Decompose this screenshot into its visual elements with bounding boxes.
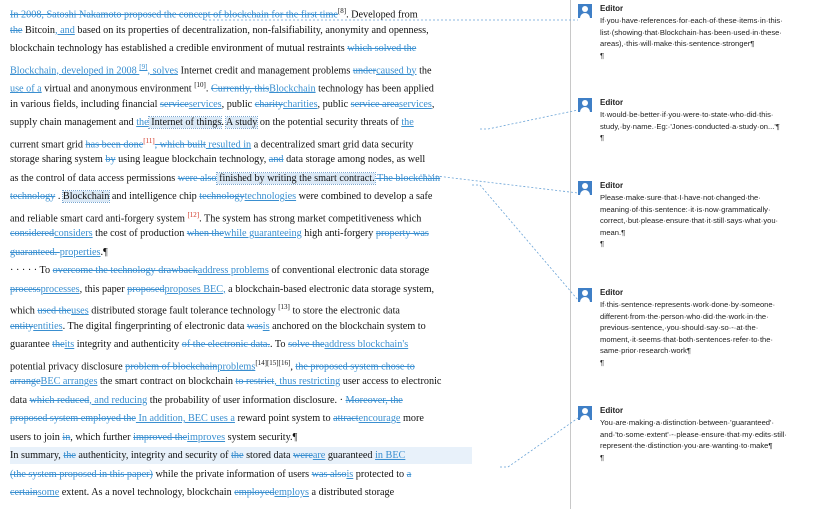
text-run: a blockchain-based electronic data storage system, bbox=[225, 283, 435, 295]
comment-line: ¶ bbox=[600, 50, 605, 60]
inserted-text: entities bbox=[33, 320, 63, 332]
deleted-text: proposed bbox=[127, 283, 165, 295]
text-run: in various fields, including financial bbox=[10, 98, 160, 110]
deleted-text: technology bbox=[10, 191, 56, 202]
inserted-text: processes bbox=[40, 283, 80, 295]
text-run: . Developed from bbox=[346, 9, 418, 21]
inserted-text: the bbox=[136, 117, 149, 128]
comment-line: moment,·it·seems·that·both·sentences·refer·to·the· bbox=[600, 334, 774, 344]
text-run: while the private information of users bbox=[152, 468, 312, 480]
text-run: supply chain management and bbox=[10, 117, 137, 128]
text-run: guarantee bbox=[10, 339, 53, 350]
comment-card[interactable] bbox=[578, 4, 822, 66]
deleted-text: (the system proposed bbox=[10, 468, 97, 480]
text-run: virtual and anonymous environment bbox=[41, 83, 195, 95]
text-run: technology has been applied bbox=[315, 83, 434, 95]
inserted-text: resulted in bbox=[205, 138, 252, 150]
inserted-text: is bbox=[346, 468, 354, 480]
deleted-text: Moreover, the bbox=[345, 394, 403, 406]
text-run: the probability of user information disclosure. · bbox=[147, 394, 346, 406]
text-run: user access to electronic bbox=[340, 376, 442, 387]
inserted-text: proposes BEC, bbox=[164, 283, 226, 295]
user-avatar-icon bbox=[578, 288, 592, 302]
deleted-text: proposed system employed the bbox=[10, 413, 136, 424]
text-run: Bitcoin bbox=[22, 24, 55, 36]
text-run: protected to bbox=[353, 468, 407, 480]
text-run: high anti-forgery bbox=[301, 228, 376, 239]
deleted-text: arrange bbox=[10, 376, 41, 387]
document-line[interactable] bbox=[10, 373, 472, 390]
deleted-text: the bbox=[63, 450, 76, 461]
document-line[interactable] bbox=[10, 170, 472, 187]
inserted-text: In addition, BEC uses a bbox=[135, 413, 235, 424]
comment-author: Editor bbox=[600, 288, 624, 297]
deleted-text: considered bbox=[10, 228, 55, 239]
margin-divider bbox=[570, 0, 571, 509]
comment-author: Editor bbox=[600, 4, 624, 13]
text-run: , public bbox=[317, 98, 351, 110]
text-run: users to join bbox=[10, 431, 63, 443]
inserted-text: address problems bbox=[197, 265, 269, 276]
deleted-text: overcome the technology drawback bbox=[52, 265, 198, 276]
text-run: In summary, bbox=[10, 450, 64, 461]
deleted-text: in this paper) bbox=[96, 468, 153, 480]
comment-line: Please·make·sure·that·I·have·not·changed·the· bbox=[600, 193, 761, 202]
document-line[interactable] bbox=[10, 336, 472, 353]
user-avatar-icon bbox=[578, 406, 592, 420]
deleted-text: used the bbox=[37, 305, 72, 317]
commented-text: A study bbox=[225, 117, 258, 128]
inserted-text: Blockchain bbox=[269, 83, 316, 95]
comment-card[interactable] bbox=[578, 98, 822, 149]
deleted-text: and bbox=[268, 154, 284, 165]
text-run: extent. As a novel technology, blockchain bbox=[59, 487, 235, 498]
comment-text bbox=[600, 299, 808, 369]
comment-line: ¶ bbox=[600, 133, 605, 143]
text-run: as the control of data access permissions bbox=[10, 172, 178, 184]
user-avatar-icon bbox=[578, 98, 592, 112]
inserted-text: is bbox=[262, 320, 270, 332]
text-run: . bbox=[55, 191, 63, 202]
text-run: , which further bbox=[70, 431, 134, 443]
comment-card[interactable] bbox=[578, 181, 822, 255]
document-line[interactable] bbox=[10, 355, 472, 375]
deleted-text: was bbox=[246, 320, 263, 332]
comment-line: ¶ bbox=[600, 357, 605, 367]
deleted-text: when the bbox=[186, 228, 224, 239]
deleted-text: by bbox=[105, 154, 116, 165]
document-line[interactable] bbox=[10, 410, 472, 427]
inserted-text: BEC arranges bbox=[40, 376, 98, 387]
text-run: . bbox=[205, 83, 211, 95]
deleted-text: In 2008, Satoshi Nakamoto proposed the concept of blockchain for the first time bbox=[10, 9, 338, 21]
text-run: system security.¶ bbox=[225, 431, 298, 443]
deleted-text: under bbox=[352, 64, 377, 76]
deleted-text: service bbox=[159, 98, 189, 110]
comment-line: previous·sentence,·you·should·say·so·-·at·the· bbox=[600, 323, 759, 333]
comment-line: study,·by·name.·Eg:·'Jones·conducted·a·study·on...'¶ bbox=[600, 121, 780, 131]
text-run: guaranteed bbox=[325, 450, 376, 461]
deleted-text: improved the bbox=[133, 431, 188, 443]
text-run: integrity and authenticity bbox=[74, 339, 182, 350]
deleted-text: problem of blockchain bbox=[125, 360, 218, 372]
text-run: current smart grid bbox=[10, 138, 86, 150]
text-run: . The digital fingerprinting of electronic data bbox=[62, 320, 247, 332]
text-run: the cost of production bbox=[92, 228, 187, 239]
text-run: · · · · · To bbox=[10, 265, 53, 276]
inserted-text: problems bbox=[217, 360, 256, 372]
text-run: data bbox=[10, 394, 30, 406]
deleted-text: entity bbox=[10, 320, 34, 332]
user-avatar-icon bbox=[578, 181, 592, 195]
text-run: storage sharing system bbox=[10, 154, 106, 165]
reference-marker: [11] bbox=[143, 136, 155, 145]
inserted-text: , and bbox=[55, 24, 75, 36]
document-line[interactable] bbox=[10, 3, 472, 23]
text-run: the bbox=[416, 64, 432, 76]
comment-author: Editor bbox=[600, 98, 624, 107]
comment-line: list·(showing·that·Blockchain·has·been·used·in·these· bbox=[600, 27, 782, 37]
inserted-text: address blockchain's bbox=[324, 339, 409, 350]
text-run: .¶ bbox=[100, 246, 108, 258]
inserted-text: caused by bbox=[376, 64, 417, 76]
comment-line: If·you·have·references·for·each·of·these·items·in·this· bbox=[600, 16, 783, 25]
text-run: data storage among nodes, as well bbox=[283, 154, 426, 165]
document-line[interactable] bbox=[10, 96, 472, 113]
document-line[interactable] bbox=[10, 318, 472, 335]
comment-text bbox=[600, 417, 808, 463]
text-run: a decentralized smart grid data security bbox=[251, 138, 414, 150]
deleted-text: Currently, this bbox=[210, 83, 270, 95]
inserted-text: while guaranteeing bbox=[223, 228, 302, 239]
deleted-text: , which built bbox=[154, 138, 206, 150]
reference-marker: [10] bbox=[194, 81, 206, 89]
inserted-text: Blockchain, developed in 2008 bbox=[10, 64, 140, 76]
document-line[interactable] bbox=[10, 40, 472, 57]
deleted-text: to restrict bbox=[235, 376, 275, 387]
inserted-text: in BEC bbox=[375, 450, 406, 461]
deleted-text: property was bbox=[375, 228, 429, 239]
document-line[interactable] bbox=[10, 429, 472, 446]
document-line[interactable] bbox=[10, 207, 472, 227]
comment-line: different·from·the·person·who·did·the·work·in·the· bbox=[600, 311, 769, 321]
document-line[interactable] bbox=[10, 447, 472, 464]
inserted-text: improves bbox=[187, 431, 226, 443]
inserted-text: considers bbox=[54, 228, 93, 239]
comment-line: represent·the·distinction·you·are·wanting·to·make¶ bbox=[600, 441, 773, 451]
text-run: of conventional electronic data storage bbox=[268, 265, 430, 276]
comment-line: ¶ bbox=[600, 452, 605, 462]
commented-text: Internet of things bbox=[148, 117, 222, 128]
deleted-text: employed bbox=[234, 487, 275, 498]
deleted-text: technology bbox=[199, 191, 245, 202]
comment-line: correct,·but·please·ensure·that·it·still·says·what·you· bbox=[600, 216, 779, 226]
deleted-text: was also bbox=[311, 468, 347, 480]
text-run: , public bbox=[221, 98, 255, 110]
document-line[interactable] bbox=[10, 262, 472, 279]
inserted-text: , thus restricting bbox=[274, 376, 341, 387]
deleted-text: the bbox=[10, 24, 23, 36]
text-run: reward point system to bbox=[234, 413, 334, 424]
comment-card[interactable] bbox=[578, 406, 822, 468]
deleted-text: which reduced bbox=[29, 394, 90, 406]
document-line[interactable] bbox=[10, 281, 472, 298]
inserted-text: , and reducing bbox=[89, 394, 148, 406]
deleted-text: a bbox=[406, 468, 412, 480]
text-run: based on its properties of decentralization, non-falsifiability, anonymity and openness, bbox=[74, 24, 429, 36]
deleted-text: the bbox=[231, 450, 244, 461]
deleted-text: solve the bbox=[288, 339, 325, 350]
text-run: . To bbox=[270, 339, 289, 350]
deleted-text: certain bbox=[10, 487, 38, 498]
deleted-text: attract bbox=[333, 413, 359, 424]
text-run: , this paper bbox=[79, 283, 128, 295]
text-run: . bbox=[221, 117, 226, 128]
comment-author: Editor bbox=[600, 181, 624, 190]
comment-text bbox=[600, 15, 808, 61]
comment-line: meaning·of·this·sentence:·it·is·now·grammatically· bbox=[600, 204, 771, 214]
text-run: were combined to develop a safe bbox=[296, 191, 433, 202]
inserted-text: , solves bbox=[147, 64, 179, 76]
text-run: a distributed storage bbox=[308, 487, 395, 498]
deleted-text: the bbox=[52, 339, 65, 350]
deleted-text: in bbox=[62, 431, 71, 443]
text-run: on the potential security threats of bbox=[257, 117, 402, 128]
deleted-text: which solved the bbox=[347, 43, 417, 54]
text-run: and intelligence chip bbox=[109, 191, 200, 202]
text-run: distributed storage fault tolerance technology bbox=[88, 305, 279, 317]
text-run: potential privacy disclosure bbox=[10, 360, 126, 372]
text-run: the smart contract on blockchain bbox=[97, 376, 236, 387]
inserted-text: services bbox=[399, 98, 432, 110]
reference-marker: [8] bbox=[337, 7, 347, 15]
text-run: , bbox=[290, 360, 296, 372]
document-line[interactable] bbox=[10, 151, 472, 168]
document-line[interactable] bbox=[10, 22, 472, 39]
document-line[interactable] bbox=[10, 225, 472, 242]
inserted-text: charities bbox=[283, 98, 318, 110]
document-line[interactable] bbox=[10, 244, 472, 261]
inserted-text: the bbox=[401, 117, 414, 128]
reference-marker: [13] bbox=[278, 303, 290, 311]
document-line[interactable] bbox=[10, 59, 472, 79]
document-line[interactable] bbox=[10, 133, 472, 153]
user-avatar-icon bbox=[578, 4, 592, 18]
document-line[interactable] bbox=[10, 188, 472, 205]
comment-text bbox=[600, 109, 808, 144]
comment-line: areas),·this·will·make·this·sentence·stronger¶ bbox=[600, 39, 755, 49]
text-run: which bbox=[10, 305, 38, 317]
commented-text: finished by writing the smart contract. bbox=[216, 172, 375, 184]
comment-line: ¶ bbox=[600, 239, 605, 249]
deleted-text: were bbox=[293, 450, 313, 461]
inserted-text: technologies bbox=[244, 191, 297, 202]
inserted-text: encourage bbox=[358, 413, 401, 424]
inserted-text: some bbox=[37, 487, 60, 498]
reference-marker: [12] bbox=[187, 210, 200, 219]
text-run: blockchain technology has established a credible environment of mutual restraints bbox=[10, 43, 348, 54]
text-run: stored data bbox=[243, 450, 294, 461]
inserted-text: use of a bbox=[10, 83, 42, 95]
document-line[interactable] bbox=[10, 466, 472, 483]
text-run: anchored on the blockchain system to bbox=[269, 320, 426, 332]
deleted-text: has been done bbox=[85, 138, 144, 150]
inserted-text: employs bbox=[274, 487, 309, 498]
comment-line: It·would·be·better·if·you·were·to·state·who·did·this· bbox=[600, 110, 774, 119]
comment-line: same·prior·research·work¶ bbox=[600, 346, 692, 356]
document-line[interactable] bbox=[10, 114, 472, 131]
inserted-text: its bbox=[64, 339, 75, 350]
deleted-text: guaranteed. bbox=[10, 246, 60, 258]
document-line[interactable] bbox=[10, 484, 472, 501]
deleted-text: of the electronic data. bbox=[181, 339, 270, 350]
text-run: . The system has strong market competitiveness which bbox=[199, 212, 422, 224]
deleted-text: The blockchain bbox=[374, 172, 441, 184]
inserted-text: properties bbox=[59, 246, 101, 258]
inserted-text: services bbox=[188, 98, 222, 110]
text-run: Internet credit and management problems bbox=[178, 64, 353, 76]
document-line[interactable] bbox=[10, 299, 472, 319]
inserted-text: [9] bbox=[139, 62, 148, 71]
reference-marker: [14][15][16] bbox=[255, 358, 291, 367]
document-line[interactable] bbox=[10, 392, 472, 409]
commented-text: Blockchain bbox=[62, 191, 110, 202]
comment-line: mean.¶ bbox=[600, 227, 626, 237]
deleted-text: the proposed system chose to bbox=[295, 360, 415, 372]
comment-line: If·this·sentence·represents·work·done·by·someone· bbox=[600, 300, 776, 309]
deleted-text: were also bbox=[177, 172, 217, 184]
text-run: to store the electronic data bbox=[289, 305, 400, 317]
text-run: using league blockchain technology, bbox=[115, 154, 269, 165]
comment-line: You·are·making·a·distinction·between·'guaranteed'· bbox=[600, 418, 774, 427]
inserted-text: uses bbox=[71, 305, 89, 317]
deleted-text: charity bbox=[254, 98, 284, 110]
comment-line: and·'to·some·extent'·-·please·ensure·that·my·edits·still· bbox=[600, 429, 787, 439]
text-run: more bbox=[400, 413, 424, 424]
text-run: and reliable smart card anti-forgery system bbox=[10, 212, 188, 224]
deleted-text: process bbox=[10, 283, 41, 295]
document-line[interactable] bbox=[10, 77, 472, 97]
comments-pane bbox=[572, 0, 830, 509]
comment-text bbox=[600, 192, 808, 250]
comment-author: Editor bbox=[600, 406, 624, 415]
text-run: authenticity, integrity and security of bbox=[75, 450, 232, 461]
comment-card[interactable] bbox=[578, 288, 822, 374]
inserted-text: are bbox=[312, 450, 326, 461]
text-run: , bbox=[431, 98, 435, 110]
deleted-text: service area bbox=[350, 98, 400, 110]
